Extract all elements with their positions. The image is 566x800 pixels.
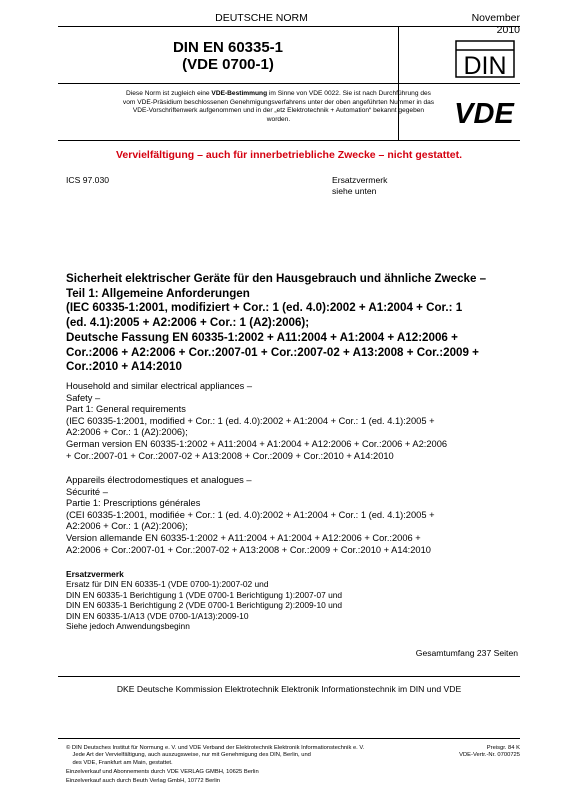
copyright-line: des VDE, Frankfurt am Main, gestattet. <box>66 759 173 766</box>
vde-approval-note <box>121 90 436 124</box>
english-title-line: German version EN 60335-1:2002 + A11:2004 + A1:2004 + A12:2006 + Cor.:2006 + A2:2006 <box>66 438 448 449</box>
french-title-line: Version allemande EN 60335-1:2002 + A11:2004 + A1:2004 + A12:2006 + Cor.:2006 + <box>66 532 421 543</box>
copyright-line: © DIN Deutsches Institut für Normung e. V. und VDE Verband der Elektrotechnik Elektronik Informationstechnik e. V. <box>66 745 365 751</box>
total-pages: Gesamtumfang 237 Seiten <box>415 648 518 658</box>
french-title-line: Appareils électrodomestiques et analogues – <box>66 475 252 485</box>
french-title-line: Sécurité – <box>66 486 108 497</box>
english-title-line: + Cor.:2007-01 + Cor.:2007-02 + A13:2008 + Cor.:2009 + Cor.:2010 + A14:2010 <box>66 450 394 461</box>
vde-box-bottom-rule <box>58 140 520 141</box>
document-number: DIN EN 60335-1 <box>172 39 284 56</box>
german-title-line: (ed. 4.1):2005 + A2:2006 + Cor.: 1 (A2):2006); <box>66 316 310 330</box>
din-logo-text: DIN <box>463 52 507 78</box>
german-title-line: (IEC 60335-1:2001, modifiziert + Cor.: 1 (ed. 4.0):2002 + A1:2004 + Cor.: 1 <box>66 301 463 315</box>
vde-logo <box>448 96 520 128</box>
vde-note-bold: VDE-Bestimmung <box>211 90 268 97</box>
english-title-line: Household and similar electrical appliances – <box>66 381 253 391</box>
copyright-line: Jede Art der Vervielfältigung, auch auszugsweise, nur mit Genehmigung des DIN, Berlin, und <box>66 752 311 759</box>
english-title <box>66 381 521 462</box>
english-title-line: (IEC 60335-1:2001, modified + Cor.: 1 (ed. 4.0):2002 + A1:2004 + Cor.: 1 (ed. 4.1):2005 + <box>66 415 435 426</box>
sales-info <box>66 768 456 786</box>
document-title <box>58 35 398 83</box>
din-logo <box>455 40 515 78</box>
ersatz-line: Ersatz für DIN EN 60335-1 (VDE 0700-1):2007-02 und <box>66 579 269 590</box>
ersatz-section <box>66 569 521 631</box>
vde-note-prefix: Diese Norm ist zugleich eine <box>126 90 212 97</box>
vde-logo-text: VDE <box>454 98 514 128</box>
french-title-line: A2:2006 + Cor.: 1 (A2):2006); <box>66 521 188 532</box>
sales-line: Einzelverkauf und Abonnements durch VDE VERLAG GMBH, 10625 Berlin <box>66 769 259 775</box>
order-number: VDE-Vertr.-Nr. 0700725 <box>459 752 520 759</box>
ersatz-reference-line1: Ersatzvermerk <box>332 175 388 185</box>
french-title-line: Partie 1: Prescriptions générales <box>66 498 201 509</box>
sales-line: Einzelverkauf auch durch Beuth Verlag GmbH, 10772 Berlin <box>66 778 221 784</box>
english-title-line: Safety – <box>66 392 101 403</box>
english-title-line: Part 1: General requirements <box>66 404 186 415</box>
german-title-line: Sicherheit elektrischer Geräte für den Hausgebrauch und ähnliche Zwecke – <box>66 272 487 285</box>
reproduction-notice: Vervielfältigung – auch für innerbetriebliche Zwecke – nicht gestattet. <box>115 149 462 161</box>
standard-type-label: DEUTSCHE NORM <box>58 12 465 27</box>
copyright-notice <box>66 745 456 767</box>
vde-number: (VDE 0700-1) <box>182 56 274 73</box>
title-box-bottom-rule <box>58 83 520 84</box>
ersatz-heading: Ersatzvermerk <box>66 569 124 579</box>
german-title-line: Cor.:2006 + A2:2006 + Cor.:2007-01 + Cor.:2007-02 + A13:2008 + Cor.:2009 + <box>66 345 479 359</box>
ersatz-line: Siehe jedoch Anwendungsbeginn <box>66 621 190 632</box>
ics-code: ICS 97.030 <box>66 175 109 185</box>
ersatz-line: DIN EN 60335-1 Berichtigung 1 (VDE 0700-1 Berichtigung 1):2007-07 und <box>66 589 343 600</box>
ersatz-reference <box>332 175 387 197</box>
english-title-line: A2:2006 + Cor.: 1 (A2):2006); <box>66 427 188 438</box>
french-title-line: (CEI 60335-1:2001, modifiée + Cor.: 1 (ed. 4.0):2002 + A1:2004 + Cor.: 1 (ed. 4.1):2005 + <box>66 509 435 520</box>
french-title-line: A2:2006 + Cor.:2007-01 + Cor.:2007-02 + A13:2008 + Cor.:2009 + Cor.:2010 + A14:2010 <box>66 544 431 555</box>
german-title-line: Teil 1: Allgemeine Anforderungen <box>66 286 250 300</box>
german-title-line: Deutsche Fassung EN 60335-1:2002 + A11:2004 + A1:2004 + A12:2006 + <box>66 330 458 344</box>
dke-top-rule <box>58 676 520 677</box>
ersatz-line: DIN EN 60335-1 Berichtigung 2 (VDE 0700-1 Berichtigung 2):2009-10 und <box>66 600 343 611</box>
publication-date: November 2010 <box>465 12 520 27</box>
ersatz-reference-line2: siehe unten <box>332 186 377 196</box>
price-group: Preisgr. 84 K <box>486 745 520 751</box>
german-title-line: Cor.:2010 + A14:2010 <box>66 360 182 374</box>
ersatz-line: DIN EN 60335-1/A13 (VDE 0700-1/A13):2009-10 <box>66 610 249 621</box>
vde-note-suffix: im Sinne von VDE 0022. Sie ist nach Durchführung des vom VDE-Präsidium beschlossenen Genehmigungsverfahrens unter der oben angeführten Nummer in das VDE-Vorschriftenwerk aufgenommen und in der „etz Elektrotechnik + Automation“ bekannt gegeben worden. <box>122 90 435 123</box>
footer-top-rule <box>58 738 520 739</box>
german-title <box>66 272 521 375</box>
price-info <box>440 745 520 760</box>
dke-line: DKE Deutsche Kommission Elektrotechnik Elektronik Informationstechnik im DIN und VDE <box>116 684 462 694</box>
french-title <box>66 475 521 556</box>
